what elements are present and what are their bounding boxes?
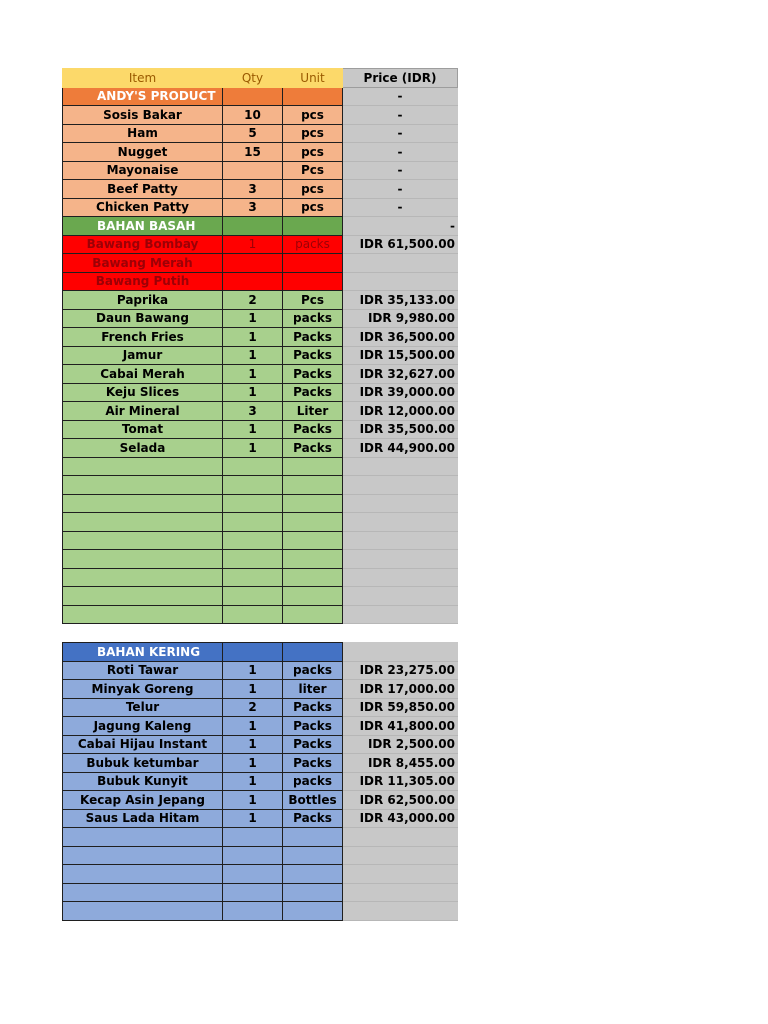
item-cell[interactable]: Selada (63, 439, 223, 458)
header-row (63, 69, 458, 88)
price-cell[interactable] (343, 902, 458, 921)
unit-cell[interactable]: Packs (283, 365, 343, 384)
qty-cell[interactable] (223, 828, 283, 847)
spacer-cell (63, 624, 223, 643)
item-cell[interactable]: Bawang Merah (63, 254, 223, 273)
empty-row (63, 828, 458, 847)
empty-row (63, 846, 458, 865)
price-cell[interactable] (343, 846, 458, 865)
qty-cell[interactable] (223, 605, 283, 624)
price-cell[interactable] (343, 550, 458, 569)
table-row (63, 180, 458, 199)
price-cell[interactable]: IDR 61,500.00 (343, 235, 458, 254)
price-cell[interactable] (343, 272, 458, 291)
item-cell[interactable]: Telur (63, 698, 223, 717)
section-title-bahan-basah[interactable]: BAHAN BASAH (63, 217, 223, 236)
unit-cell[interactable] (283, 457, 343, 476)
unit-cell[interactable]: Packs (283, 420, 343, 439)
item-cell[interactable] (63, 883, 223, 902)
price-cell[interactable] (343, 494, 458, 513)
price-cell[interactable]: IDR 8,455.00 (343, 754, 458, 773)
item-cell[interactable]: Roti Tawar (63, 661, 223, 680)
empty-row (63, 587, 458, 606)
price-cell[interactable] (343, 476, 458, 495)
price-cell[interactable]: - (343, 161, 458, 180)
table-row (63, 698, 458, 717)
table-row (63, 106, 458, 125)
price-cell[interactable] (343, 513, 458, 532)
item-cell[interactable] (63, 605, 223, 624)
unit-cell[interactable]: pcs (283, 143, 343, 162)
item-cell[interactable]: Cabai Merah (63, 365, 223, 384)
qty-cell[interactable] (223, 476, 283, 495)
empty-row (63, 476, 458, 495)
unit-cell[interactable] (283, 568, 343, 587)
empty-row (63, 494, 458, 513)
price-cell[interactable] (343, 643, 458, 662)
item-cell[interactable]: Daun Bawang (63, 309, 223, 328)
unit-cell[interactable]: Packs (283, 754, 343, 773)
unit-cell[interactable]: Packs (283, 383, 343, 402)
price-cell[interactable] (343, 457, 458, 476)
unit-cell[interactable]: Packs (283, 698, 343, 717)
table-row (63, 143, 458, 162)
price-cell[interactable]: IDR 35,500.00 (343, 420, 458, 439)
qty-cell[interactable]: 1 (223, 791, 283, 810)
price-cell[interactable] (343, 605, 458, 624)
table-row (63, 161, 458, 180)
item-cell[interactable] (63, 587, 223, 606)
table-body (63, 69, 458, 921)
unit-cell[interactable]: Liter (283, 402, 343, 421)
unit-cell[interactable]: Packs (283, 717, 343, 736)
qty-cell[interactable] (223, 643, 283, 662)
qty-cell[interactable]: 3 (223, 402, 283, 421)
item-cell[interactable]: Minyak Goreng (63, 680, 223, 699)
item-cell[interactable]: Kecap Asin Jepang (63, 791, 223, 810)
qty-cell[interactable] (223, 254, 283, 273)
empty-row (63, 883, 458, 902)
price-cell[interactable]: - (343, 124, 458, 143)
price-cell[interactable]: - (343, 180, 458, 199)
unit-cell[interactable]: Pcs (283, 291, 343, 310)
qty-cell[interactable] (223, 587, 283, 606)
table-row (63, 383, 458, 402)
unit-cell[interactable]: packs (283, 235, 343, 254)
qty-cell[interactable]: 1 (223, 346, 283, 365)
unit-cell[interactable]: pcs (283, 180, 343, 199)
qty-cell[interactable]: 3 (223, 180, 283, 199)
unit-cell[interactable] (283, 828, 343, 847)
qty-cell[interactable]: 1 (223, 420, 283, 439)
qty-cell[interactable] (223, 457, 283, 476)
table-row (63, 124, 458, 143)
section-row-bahan-kering (63, 643, 458, 662)
table-row (63, 772, 458, 791)
unit-cell[interactable] (283, 272, 343, 291)
price-cell[interactable] (343, 254, 458, 273)
qty-cell[interactable]: 1 (223, 309, 283, 328)
unit-cell[interactable]: packs (283, 309, 343, 328)
price-cell[interactable] (343, 828, 458, 847)
empty-row (63, 568, 458, 587)
price-cell[interactable]: IDR 59,850.00 (343, 698, 458, 717)
price-cell[interactable]: IDR 11,305.00 (343, 772, 458, 791)
unit-cell[interactable] (283, 254, 343, 273)
unit-cell[interactable] (283, 587, 343, 606)
item-cell[interactable]: French Fries (63, 328, 223, 347)
qty-cell[interactable]: 10 (223, 106, 283, 125)
item-cell[interactable] (63, 476, 223, 495)
price-cell[interactable]: IDR 12,000.00 (343, 402, 458, 421)
item-cell[interactable]: Nugget (63, 143, 223, 162)
table-row (63, 809, 458, 828)
unit-cell[interactable] (283, 87, 343, 106)
item-cell[interactable]: Bubuk ketumbar (63, 754, 223, 773)
item-cell[interactable] (63, 513, 223, 532)
qty-cell[interactable]: 1 (223, 383, 283, 402)
unit-cell[interactable]: Packs (283, 735, 343, 754)
qty-cell[interactable]: 3 (223, 198, 283, 217)
item-cell[interactable]: Jamur (63, 346, 223, 365)
table-row (63, 309, 458, 328)
qty-cell[interactable]: 1 (223, 328, 283, 347)
qty-cell[interactable] (223, 846, 283, 865)
price-cell[interactable]: IDR 9,980.00 (343, 309, 458, 328)
empty-row (63, 865, 458, 884)
column-header-item[interactable]: Item (63, 69, 223, 88)
table-row-highlighted (63, 254, 458, 273)
unit-cell[interactable] (283, 643, 343, 662)
empty-row (63, 457, 458, 476)
price-cell[interactable]: IDR 2,500.00 (343, 735, 458, 754)
qty-cell[interactable]: 1 (223, 735, 283, 754)
empty-row (63, 513, 458, 532)
unit-cell[interactable] (283, 865, 343, 884)
price-cell[interactable]: IDR 35,133.00 (343, 291, 458, 310)
price-cell[interactable]: IDR 36,500.00 (343, 328, 458, 347)
table-row-highlighted (63, 272, 458, 291)
section-title-andys-product[interactable]: ANDY'S PRODUCT (63, 87, 223, 106)
item-cell[interactable]: Sosis Bakar (63, 106, 223, 125)
table-row (63, 198, 458, 217)
qty-cell[interactable] (223, 865, 283, 884)
qty-cell[interactable] (223, 87, 283, 106)
qty-cell[interactable] (223, 531, 283, 550)
item-cell[interactable]: Bawang Bombay (63, 235, 223, 254)
qty-cell[interactable] (223, 568, 283, 587)
qty-cell[interactable]: 1 (223, 680, 283, 699)
unit-cell[interactable]: Packs (283, 439, 343, 458)
qty-cell[interactable]: 1 (223, 439, 283, 458)
price-cell[interactable]: IDR 23,275.00 (343, 661, 458, 680)
spacer-row (63, 624, 458, 643)
unit-cell[interactable] (283, 494, 343, 513)
price-cell[interactable]: IDR 39,000.00 (343, 383, 458, 402)
qty-cell[interactable] (223, 272, 283, 291)
item-cell[interactable] (63, 494, 223, 513)
table-row (63, 735, 458, 754)
qty-cell[interactable]: 1 (223, 772, 283, 791)
qty-cell[interactable]: 1 (223, 754, 283, 773)
unit-cell[interactable]: packs (283, 772, 343, 791)
table-row (63, 680, 458, 699)
price-cell[interactable]: - (343, 143, 458, 162)
table-row (63, 754, 458, 773)
qty-cell[interactable] (223, 494, 283, 513)
unit-cell[interactable] (283, 605, 343, 624)
item-cell[interactable] (63, 865, 223, 884)
item-cell[interactable]: Jagung Kaleng (63, 717, 223, 736)
unit-cell[interactable] (283, 883, 343, 902)
item-cell[interactable] (63, 457, 223, 476)
unit-cell[interactable]: Pcs (283, 161, 343, 180)
price-cell[interactable]: IDR 17,000.00 (343, 680, 458, 699)
unit-cell[interactable]: Packs (283, 328, 343, 347)
unit-cell[interactable] (283, 217, 343, 236)
spacer-cell (223, 624, 283, 643)
price-cell[interactable] (343, 883, 458, 902)
unit-cell[interactable]: Packs (283, 809, 343, 828)
price-cell[interactable] (343, 531, 458, 550)
price-cell[interactable]: IDR 32,627.00 (343, 365, 458, 384)
item-cell[interactable] (63, 550, 223, 569)
item-cell[interactable]: Keju Slices (63, 383, 223, 402)
table-row (63, 439, 458, 458)
price-cell[interactable]: IDR 15,500.00 (343, 346, 458, 365)
price-cell[interactable] (343, 624, 458, 643)
unit-cell[interactable]: packs (283, 661, 343, 680)
item-cell[interactable]: Paprika (63, 291, 223, 310)
item-cell[interactable] (63, 568, 223, 587)
qty-cell[interactable] (223, 161, 283, 180)
price-cell[interactable] (343, 587, 458, 606)
item-cell[interactable]: Bawang Putih (63, 272, 223, 291)
qty-cell[interactable]: 1 (223, 809, 283, 828)
table-row (63, 346, 458, 365)
empty-row (63, 531, 458, 550)
qty-cell[interactable]: 5 (223, 124, 283, 143)
unit-cell[interactable] (283, 531, 343, 550)
item-cell[interactable] (63, 846, 223, 865)
qty-cell[interactable] (223, 902, 283, 921)
empty-row (63, 605, 458, 624)
item-cell[interactable] (63, 531, 223, 550)
table-row (63, 420, 458, 439)
item-cell[interactable]: Saus Lada Hitam (63, 809, 223, 828)
price-cell[interactable] (343, 568, 458, 587)
column-header-price[interactable]: Price (IDR) (343, 69, 458, 88)
table-row (63, 365, 458, 384)
table-row (63, 791, 458, 810)
empty-row (63, 902, 458, 921)
qty-cell[interactable]: 1 (223, 235, 283, 254)
unit-cell[interactable] (283, 476, 343, 495)
qty-cell[interactable]: 1 (223, 365, 283, 384)
table-row (63, 402, 458, 421)
unit-cell[interactable] (283, 846, 343, 865)
price-cell[interactable]: IDR 44,900.00 (343, 439, 458, 458)
qty-cell[interactable]: 2 (223, 698, 283, 717)
table-row (63, 328, 458, 347)
item-cell[interactable]: Mayonaise (63, 161, 223, 180)
price-cell[interactable]: IDR 62,500.00 (343, 791, 458, 810)
unit-cell[interactable] (283, 513, 343, 532)
unit-cell[interactable] (283, 550, 343, 569)
section-row-andys-product (63, 87, 458, 106)
qty-cell[interactable] (223, 550, 283, 569)
qty-cell[interactable]: 1 (223, 717, 283, 736)
table-row (63, 717, 458, 736)
item-cell[interactable] (63, 828, 223, 847)
price-cell[interactable]: - (343, 106, 458, 125)
qty-cell[interactable]: 1 (223, 661, 283, 680)
unit-cell[interactable]: Packs (283, 346, 343, 365)
item-cell[interactable]: Cabai Hijau Instant (63, 735, 223, 754)
qty-cell[interactable]: 2 (223, 291, 283, 310)
spacer-cell (283, 624, 343, 643)
item-cell[interactable]: Air Mineral (63, 402, 223, 421)
empty-row (63, 550, 458, 569)
price-cell[interactable] (343, 865, 458, 884)
section-row-bahan-basah (63, 217, 458, 236)
price-cell[interactable]: IDR 43,000.00 (343, 809, 458, 828)
shopping-list-table (62, 68, 458, 921)
table-row (63, 291, 458, 310)
column-header-unit[interactable]: Unit (283, 69, 343, 88)
item-cell[interactable]: Tomat (63, 420, 223, 439)
item-cell[interactable] (63, 902, 223, 921)
unit-cell[interactable]: Bottles (283, 791, 343, 810)
unit-cell[interactable]: pcs (283, 198, 343, 217)
item-cell[interactable]: Chicken Patty (63, 198, 223, 217)
qty-cell[interactable] (223, 513, 283, 532)
price-cell[interactable]: - (343, 217, 458, 236)
qty-cell[interactable] (223, 217, 283, 236)
column-header-qty[interactable]: Qty (223, 69, 283, 88)
qty-cell[interactable] (223, 883, 283, 902)
item-cell[interactable]: Bubuk Kunyit (63, 772, 223, 791)
item-cell[interactable]: Ham (63, 124, 223, 143)
unit-cell[interactable]: pcs (283, 124, 343, 143)
price-cell[interactable]: - (343, 87, 458, 106)
unit-cell[interactable] (283, 902, 343, 921)
table-row (63, 661, 458, 680)
section-title-bahan-kering[interactable]: BAHAN KERING (63, 643, 223, 662)
price-cell[interactable]: IDR 41,800.00 (343, 717, 458, 736)
price-cell[interactable]: - (343, 198, 458, 217)
unit-cell[interactable]: liter (283, 680, 343, 699)
qty-cell[interactable]: 15 (223, 143, 283, 162)
unit-cell[interactable]: pcs (283, 106, 343, 125)
table-row-highlighted (63, 235, 458, 254)
item-cell[interactable]: Beef Patty (63, 180, 223, 199)
